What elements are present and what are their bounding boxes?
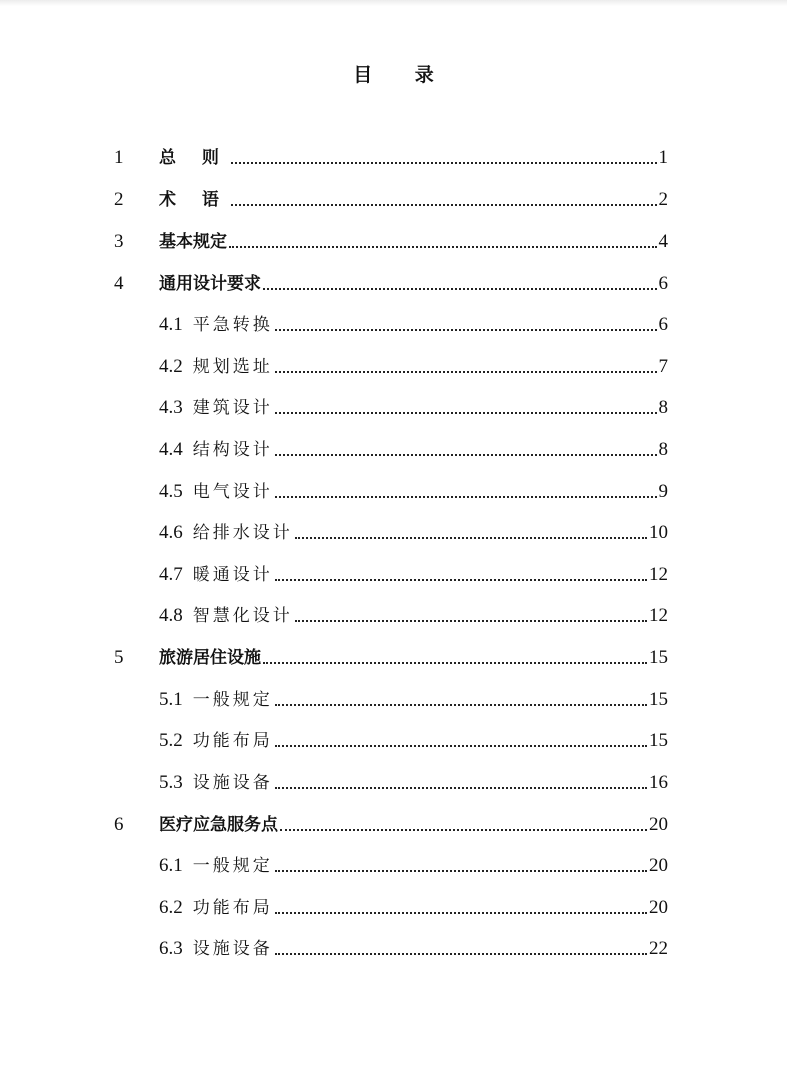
toc-chapter-6[interactable] [114, 807, 668, 837]
page-top-edge [0, 0, 787, 6]
toc-section-4-2[interactable] [159, 349, 668, 379]
toc-page-number: 22 [649, 938, 668, 959]
dot-leader [231, 162, 657, 164]
dot-leader [275, 371, 657, 373]
toc-page-number: 20 [649, 897, 668, 918]
toc-label: 医疗应急服务点 [159, 815, 278, 835]
toc-number: 5 [114, 647, 124, 668]
toc-number: 4.7 [159, 564, 183, 585]
toc-page-number: 20 [649, 814, 668, 835]
dot-leader [263, 662, 647, 664]
toc-label: 一般规定 [192, 690, 273, 710]
toc-number: 4.1 [159, 314, 183, 335]
toc-number: 6.2 [159, 897, 183, 918]
toc-chapter-2[interactable] [114, 182, 668, 212]
toc-label: 旅游居住设施 [159, 648, 261, 668]
toc-page-number: 12 [649, 564, 668, 585]
dot-leader [275, 787, 647, 789]
toc-number: 6 [114, 814, 124, 835]
toc-page-number: 4 [658, 231, 668, 252]
toc-section-6-3[interactable] [159, 931, 668, 961]
toc-number: 6.1 [159, 855, 183, 876]
toc-page-number: 20 [649, 855, 668, 876]
toc-page-number: 2 [658, 189, 668, 210]
dot-leader [280, 829, 647, 831]
toc-label: 术 语 [159, 190, 229, 210]
dot-leader [275, 953, 647, 955]
toc-label: 智慧化设计 [192, 606, 293, 626]
toc-label: 一般规定 [192, 856, 273, 876]
toc-number: 5.3 [159, 772, 183, 793]
toc-number: 4.5 [159, 481, 183, 502]
toc-page-number: 7 [658, 356, 668, 377]
toc-page-number: 12 [649, 605, 668, 626]
toc-number: 4.6 [159, 522, 183, 543]
dot-leader [275, 912, 647, 914]
toc-label: 给排水设计 [192, 523, 293, 543]
toc-section-6-2[interactable] [159, 890, 668, 920]
toc-page-number: 6 [658, 314, 668, 335]
toc-number: 1 [114, 147, 124, 168]
toc-label: 建筑设计 [192, 398, 273, 418]
dot-leader [231, 204, 657, 206]
dot-leader [275, 870, 647, 872]
dot-leader [275, 329, 657, 331]
toc-section-4-7[interactable] [159, 557, 668, 587]
toc-label: 总 则 [159, 148, 229, 168]
toc-label: 通用设计要求 [159, 274, 261, 294]
toc-label: 暖通设计 [192, 565, 273, 585]
toc-section-4-3[interactable] [159, 390, 668, 420]
toc-label: 基本规定 [159, 232, 227, 252]
toc-section-5-1[interactable] [159, 682, 668, 712]
toc-page-number: 10 [649, 522, 668, 543]
dot-leader [275, 412, 657, 414]
toc-section-5-2[interactable] [159, 723, 668, 753]
toc-label: 设施设备 [192, 939, 273, 959]
toc-number: 4.3 [159, 397, 183, 418]
toc-page-number: 6 [658, 273, 668, 294]
dot-leader [275, 745, 647, 747]
toc-section-5-3[interactable] [159, 765, 668, 795]
toc-page-number: 16 [649, 772, 668, 793]
toc-number: 5.2 [159, 730, 183, 751]
toc-page-number: 8 [658, 397, 668, 418]
toc-label: 设施设备 [192, 773, 273, 793]
toc-number: 4 [114, 273, 124, 294]
toc-number: 5.1 [159, 689, 183, 710]
toc-label: 功能布局 [192, 898, 273, 918]
toc-page-number: 15 [649, 647, 668, 668]
dot-leader [275, 496, 657, 498]
toc-label: 结构设计 [192, 440, 273, 460]
dot-leader [275, 704, 647, 706]
dot-leader [295, 537, 647, 539]
toc-number: 6.3 [159, 938, 183, 959]
toc-chapter-5[interactable] [114, 640, 668, 670]
toc-number: 4.8 [159, 605, 183, 626]
toc-section-4-8[interactable] [159, 598, 668, 628]
toc-page-number: 1 [658, 147, 668, 168]
toc-label: 规划选址 [192, 357, 273, 377]
toc-page-number: 15 [649, 730, 668, 751]
toc-section-4-1[interactable] [159, 307, 668, 337]
toc-label: 电气设计 [192, 482, 273, 502]
toc-section-4-4[interactable] [159, 432, 668, 462]
toc-page-number: 9 [658, 481, 668, 502]
dot-leader [275, 579, 647, 581]
toc-label: 平急转换 [192, 315, 273, 335]
toc-chapter-4[interactable] [114, 266, 668, 296]
toc-chapter-3[interactable] [114, 224, 668, 254]
toc-number: 2 [114, 189, 124, 210]
toc-label: 功能布局 [192, 731, 273, 751]
toc-number: 3 [114, 231, 124, 252]
toc-section-4-5[interactable] [159, 474, 668, 504]
dot-leader [275, 454, 657, 456]
toc-number: 4.4 [159, 439, 183, 460]
toc-page-number: 8 [658, 439, 668, 460]
dot-leader [263, 288, 657, 290]
toc-section-6-1[interactable] [159, 848, 668, 878]
toc-chapter-1[interactable] [114, 140, 668, 170]
dot-leader [229, 246, 657, 248]
toc-page-number: 15 [649, 689, 668, 710]
page-title: 目 录 [353, 64, 452, 86]
dot-leader [295, 620, 647, 622]
toc-section-4-6[interactable] [159, 515, 668, 545]
toc-number: 4.2 [159, 356, 183, 377]
